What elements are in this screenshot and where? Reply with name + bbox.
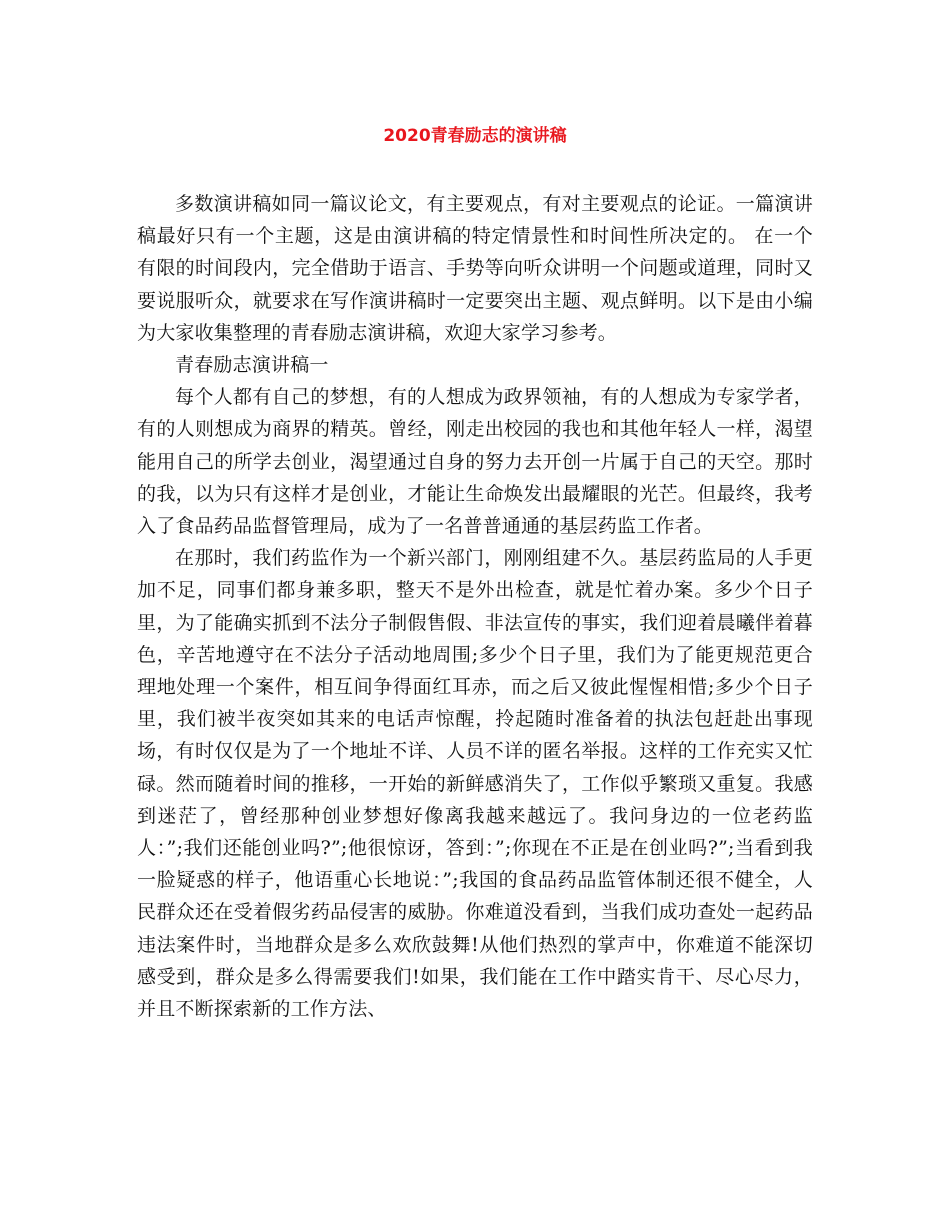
section-heading: 青春励志演讲稿一 xyxy=(175,354,329,377)
intro-paragraph: 多数演讲稿如同一篇议论文，有主要观点，有对主要观点的论证。一篇演讲稿最好只有一个主题，这是由演讲稿的特定情景性和时间性所决定的。 在一个有限的时间段内，完全借助于语言、手势等向听众讲明一个问题或道理，同时又要说服听众，就要求在写作演讲稿时一定要突出主题、观点鲜明。以下是由小编为大家收集整理的青春励志演讲稿，欢迎大家学习参考。 xyxy=(137,193,813,344)
body-paragraph: 在那时，我们药监作为一个新兴部门，刚刚组建不久。基层药监局的人手更加不足，同事们都身兼多职，整天不是外出检查，就是忙着办案。多少个日子里，为了能确实抓到不法分子制假售假、非法宣传的事实，我们迎着晨曦伴着暮色，辛苦地遵守在不法分子活动地周围;多少个日子里，我们为了能更规范更合理地处理一个案件，相互间争得面红耳赤，而之后又彼此惺惺相惜;多少个日子里，我们被半夜突如其来的电话声惊醒，拎起随时准备着的执法包赶赴出事现场，有时仅仅是为了一个地址不详、人员不详的匿名举报。这样的工作充实又忙碌。然而随着时间的推移，一开始的新鲜感消失了，工作似乎繁琐又重复。我感到迷茫了，曾经那种创业梦想好像离我越来越远了。我问身边的一位老药监人：”;我们还能创业吗?”;他很惊讶，答到：”;你现在不正是在创业吗?”;当看到我一脸疑惑的样子，他语重心长地说：”;我国的食品药品监管体制还很不健全，人民群众还在受着假劣药品侵害的威胁。你难道没看到，当我们成功查处一起药品违法案件时，当地群众是多么欢欣鼓舞!从他们热烈的掌声中，你难道不能深切感受到，群众是多么得需要我们!如果，我们能在工作中踏实肯干、尽心尽力，并且不断探索新的工作方法、 xyxy=(137,547,813,1021)
document-title: 2020青春励志的演讲稿 xyxy=(383,126,567,146)
body-paragraph: 每个人都有自己的梦想，有的人想成为政界领袖，有的人想成为专家学者，有的人则想成为商界的精英。曾经，刚走出校园的我也和其他年轻人一样，渴望能用自己的所学去创业，渴望通过自身的努力去开创一片属于自己的天空。那时的我，以为只有这样才是创业，才能让生命焕发出最耀眼的光芒。但最终，我考入了食品药品监督管理局，成为了一名普普通通的基层药监工作者。 xyxy=(137,386,813,538)
document-body xyxy=(137,188,813,1025)
